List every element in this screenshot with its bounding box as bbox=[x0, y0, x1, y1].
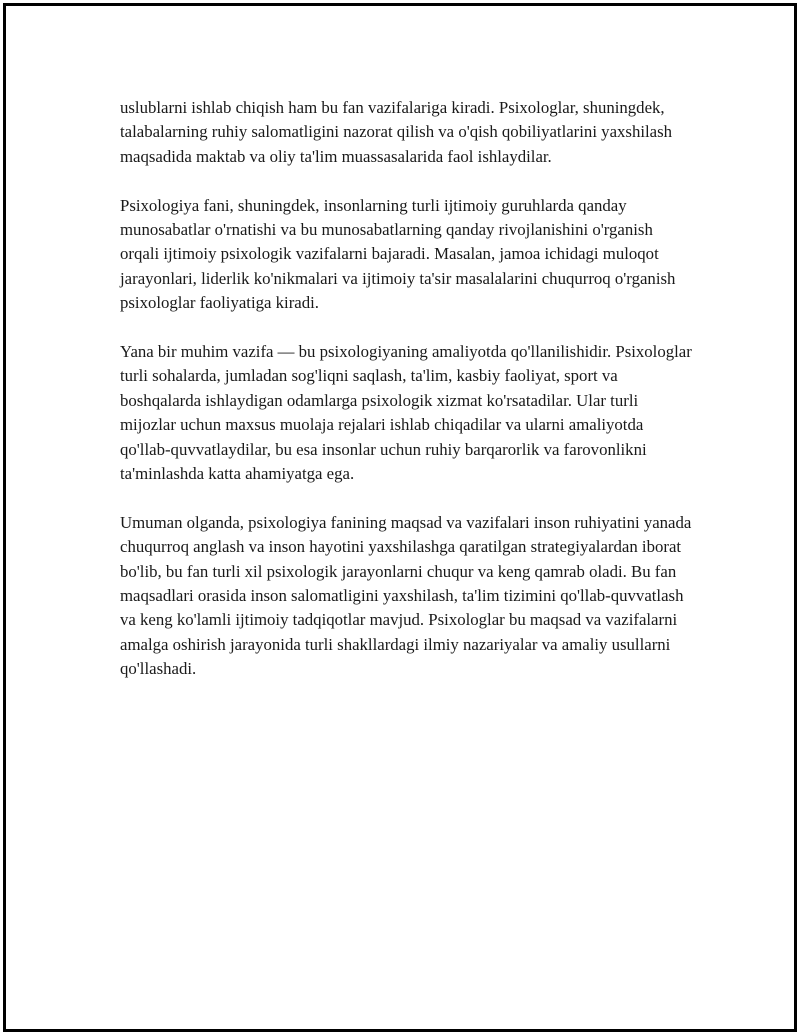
paragraph-3: Yana bir muhim vazifa — bu psixologiyaning amaliyotda qo'llanilishidir. Psixologlar turli sohalarda, jumladan sog'liqni saqlash, ta'lim, kasbiy faoliyat, sport va boshqalarda ishlaydigan odamlarga psixologik xizmat ko'rsatadilar. Ular turli mijozlar uchun maxsus muolaja rejalari ishlab chiqadilar va ularni amaliyotda qo'llab-quvvatlaydilar, bu esa insonlar uchun ruhiy barqarorlik va farovonlikni ta'minlashda katta ahamiyatga ega. bbox=[120, 342, 692, 484]
paragraph-1: uslublarni ishlab chiqish ham bu fan vazifalariga kiradi. Psixologlar, shuningdek, talabalarning ruhiy salomatligini nazorat qilish va o'qish qobiliyatlarini yaxshilash maqsadida maktab va oliy ta'lim muassasalarida faol ishlaydilar. bbox=[120, 98, 673, 166]
paragraph-2: Psixologiya fani, shuningdek, insonlarning turli ijtimoiy guruhlarda qanday munosabatlar o'rnatishi va bu munosabatlarning qanday rivojlanishini o'rganish orqali ijtimoiy psixologik vazifalarni bajaradi. Masalan, jamoa ichidagi muloqot jarayonlari, liderlik ko'nikmalari va ijtimoiy ta'sir masalalarini chuqurroq o'rganish psixologlar faoliyatiga kiradi. bbox=[120, 195, 676, 313]
paragraph-4: Umuman olganda, psixologiya fanining maqsad va vazifalari inson ruhiyatini yanada chuqurroq anglash va inson hayotini yaxshilashga qaratilgan strategiyalardan iborat bo'lib, bu fan turli xil psixologik jarayonlarni chuqur va keng qamrab oladi. Bu fan maqsadlari orasida inson salomatligini yaxshilash, ta'lim tizimini qo'llab-quvvatlash va keng ko'lamli ijtimoiy tadqiqotlar mavjud. Psixologlar bu maqsad va vazifalarni amalga oshirish jarayonida turli shakllardagi ilmiy nazariyalar va amaliy usullarni qo'llashadi. bbox=[120, 512, 692, 679]
document-body bbox=[120, 96, 695, 706]
document-page bbox=[3, 3, 797, 1032]
